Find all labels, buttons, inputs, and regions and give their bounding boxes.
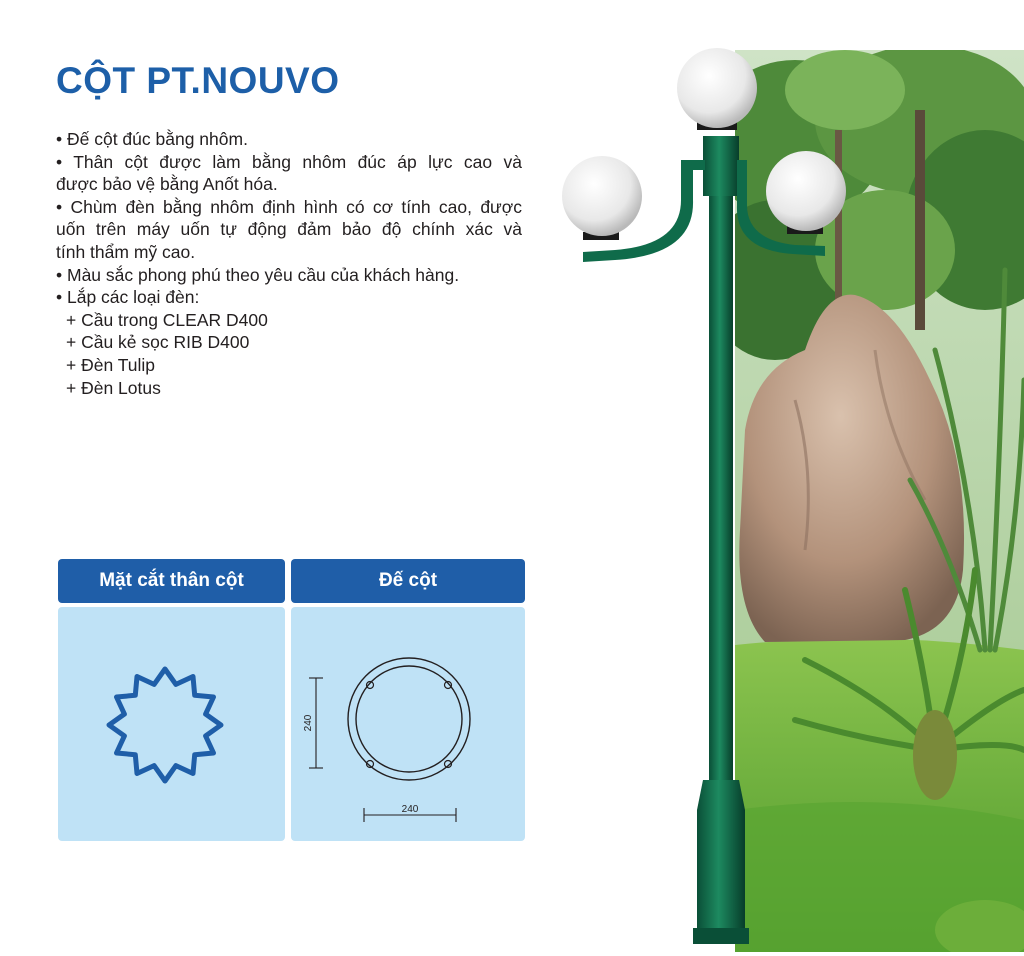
base-panel — [291, 607, 525, 841]
pole-shaft — [709, 150, 733, 790]
desc-line: • Thân cột được làm bằng nhôm đúc áp lực cao và — [56, 151, 522, 172]
desc-line: • Lắp các loại đèn: — [56, 287, 200, 308]
top-globe-lamp — [677, 48, 757, 128]
product-description — [56, 128, 522, 399]
vertical-dimension-label: 240 — [303, 714, 314, 732]
palm-trunk — [913, 710, 957, 800]
right-globe-lamp — [766, 151, 846, 231]
desc-line: + Cầu kẻ sọc RIB D400 — [66, 332, 250, 353]
lamp-pole-illustration — [555, 40, 865, 956]
base-heading: Đế cột — [291, 559, 525, 603]
cross-section-heading: Mặt cắt thân cột — [58, 559, 285, 603]
desc-line: • Màu sắc phong phú theo yêu cầu của khách hàng. — [56, 264, 460, 285]
cross-section-drawing — [58, 607, 285, 841]
desc-line: được bảo vệ bằng Anốt hóa. — [56, 174, 278, 195]
desc-line: + Đèn Tulip — [66, 354, 156, 375]
desc-line: • Chùm đèn bằng nhôm định hình có cơ tính cao, được — [56, 196, 522, 217]
desc-line: • Đế cột đúc bằng nhôm. — [56, 129, 248, 149]
page-title: CỘT PT.NOUVO — [56, 60, 340, 101]
desc-line: uốn trên máy uốn tự động đảm bảo độ chính xác và — [56, 219, 522, 240]
cross-section-panel — [58, 607, 285, 841]
desc-line: tính thẩm mỹ cao. — [56, 241, 196, 262]
base-outer-ring — [348, 658, 470, 780]
pole-profile-shape — [109, 669, 221, 781]
base-drawing — [291, 607, 525, 841]
horizontal-dimension-label: 240 — [401, 804, 419, 815]
desc-line: + Đèn Lotus — [66, 377, 161, 398]
desc-line: + Cầu trong CLEAR D400 — [66, 309, 268, 330]
pole-base — [697, 810, 745, 930]
left-globe-lamp — [562, 156, 642, 236]
